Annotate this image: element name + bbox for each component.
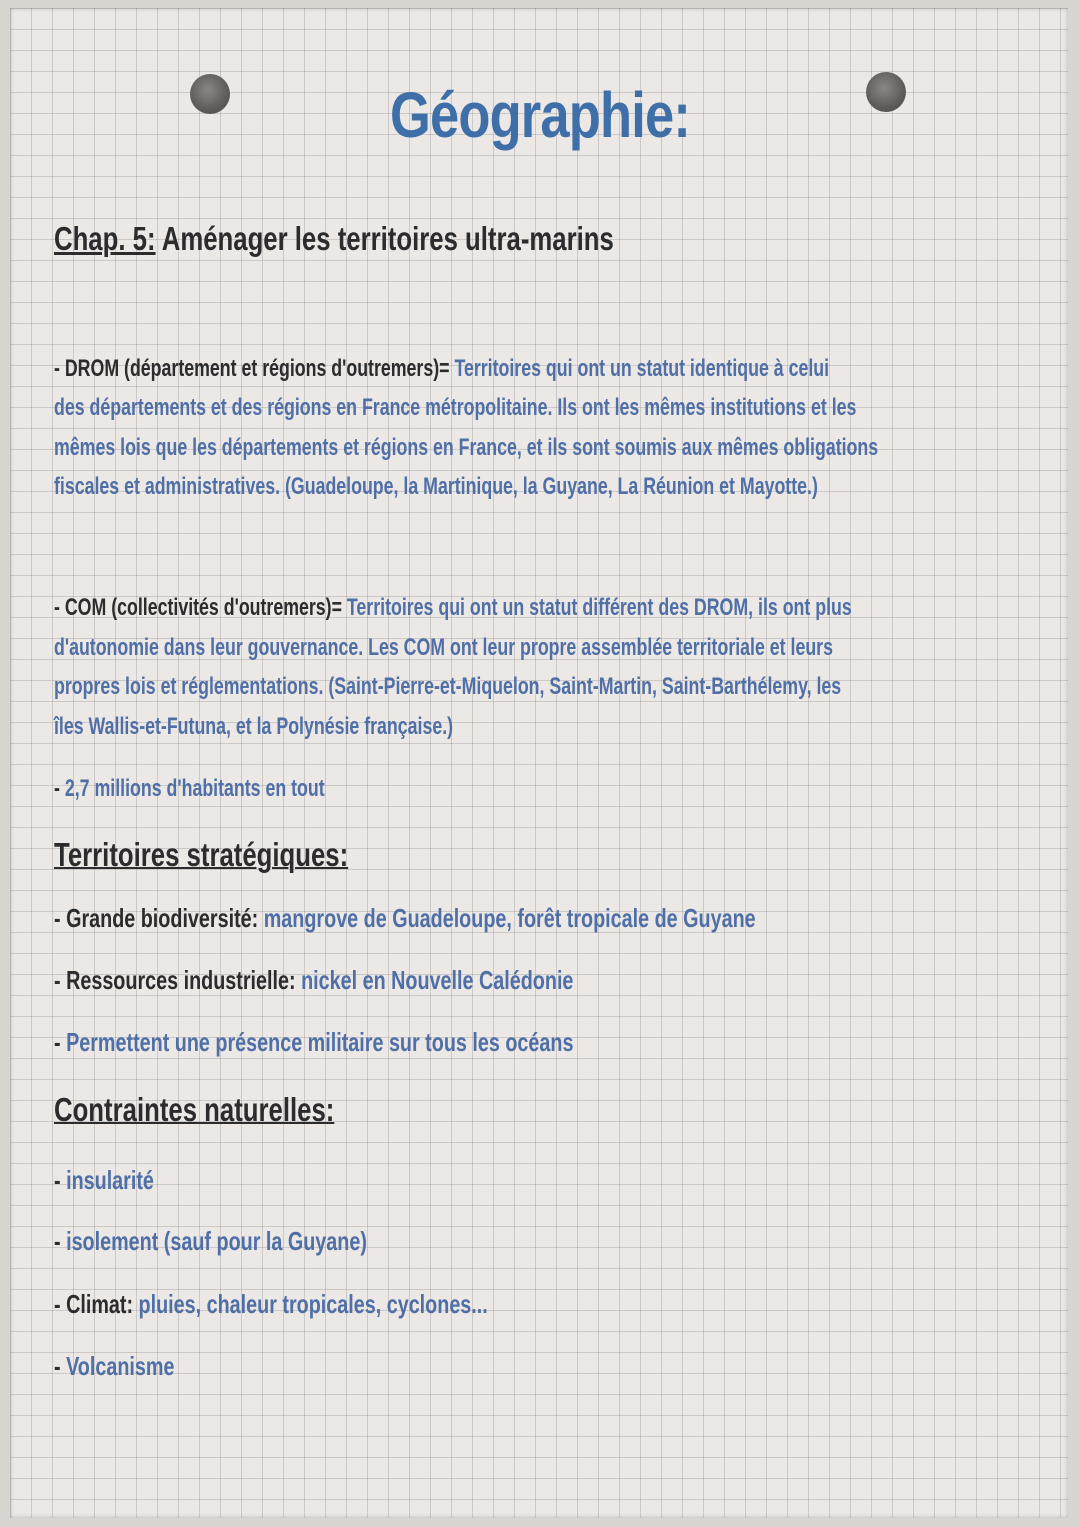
com-line-4: îles Wallis-et-Futuna, et la Polynésie française.): [54, 713, 454, 740]
population-text: 2,7 millions d'habitants en tout: [64, 775, 325, 802]
constraint-item-text: insularité: [66, 1165, 154, 1195]
strategic-item-label: - Ressources industrielle:: [54, 965, 296, 995]
constraint-item: [54, 1289, 488, 1320]
constraint-item-text: isolement (sauf pour la Guyane): [66, 1226, 367, 1256]
page-title: Géographie:: [389, 79, 691, 151]
strategic-item-text: Permettent une présence militaire sur tous les océans: [66, 1027, 574, 1057]
com-line-2: d'autonomie dans leur gouvernance. Les COM ont leur propre assemblée territoriale et leurs: [54, 634, 833, 661]
drom-term: - DROM (département et régions d'outremers)=: [54, 355, 450, 382]
strategic-item-label: -: [54, 1027, 67, 1057]
constraint-item: [54, 1165, 154, 1196]
constraint-item-label: -: [54, 1165, 67, 1195]
population-dash: -: [54, 775, 65, 802]
strategic-item-text: mangrove de Guadeloupe, forêt tropicale de Guyane: [258, 903, 756, 933]
strategic-item: [54, 965, 573, 996]
drom-line-1: [54, 355, 829, 383]
population-line: [54, 775, 325, 803]
constraint-item-text: Volcanisme: [66, 1351, 175, 1381]
constraint-item-label: -: [54, 1351, 67, 1381]
com-line-1: [54, 594, 852, 622]
constraint-item-label: - Climat:: [54, 1289, 134, 1319]
drom-line-2: des départements et des régions en France métropolitaine. Ils ont les mêmes institutions et les: [54, 394, 857, 421]
drom-text-1: Territoires qui ont un statut identique à celui: [449, 355, 830, 382]
drom-line-4: fiscales et administratives. (Guadeloupe, la Martinique, la Guyane, La Réunion et Mayotte.): [54, 473, 818, 500]
constraint-item-text: pluies, chaleur tropicales, cyclones...: [133, 1289, 488, 1319]
com-term: - COM (collectivités d'outremers)=: [54, 594, 342, 621]
strategic-heading: Territoires stratégiques:: [54, 836, 349, 873]
strategic-item: [54, 1027, 573, 1058]
drom-line-3: mêmes lois que les départements et régions en France, et ils sont soumis aux mêmes obligations: [54, 434, 879, 461]
chapter-text: Aménager les territoires ultra-marins: [161, 220, 614, 257]
com-text-1: Territoires qui ont un statut différent des DROM, ils ont plus: [341, 594, 852, 621]
constraint-item-label: -: [54, 1226, 67, 1256]
strategic-item-label: - Grande biodiversité:: [54, 903, 259, 933]
strategic-item: [54, 903, 756, 934]
constraints-heading: Contraintes naturelles:: [54, 1091, 335, 1128]
com-line-3: propres lois et réglementations. (Saint-Pierre-et-Miquelon, Saint-Martin, Saint-Barthélemy, les: [54, 673, 842, 700]
constraint-item: [54, 1226, 367, 1257]
chapter-label: Chap. 5:: [54, 220, 156, 257]
strategic-item-text: nickel en Nouvelle Calédonie: [295, 965, 574, 995]
constraint-item: [54, 1351, 174, 1382]
chapter-heading: [54, 220, 614, 258]
